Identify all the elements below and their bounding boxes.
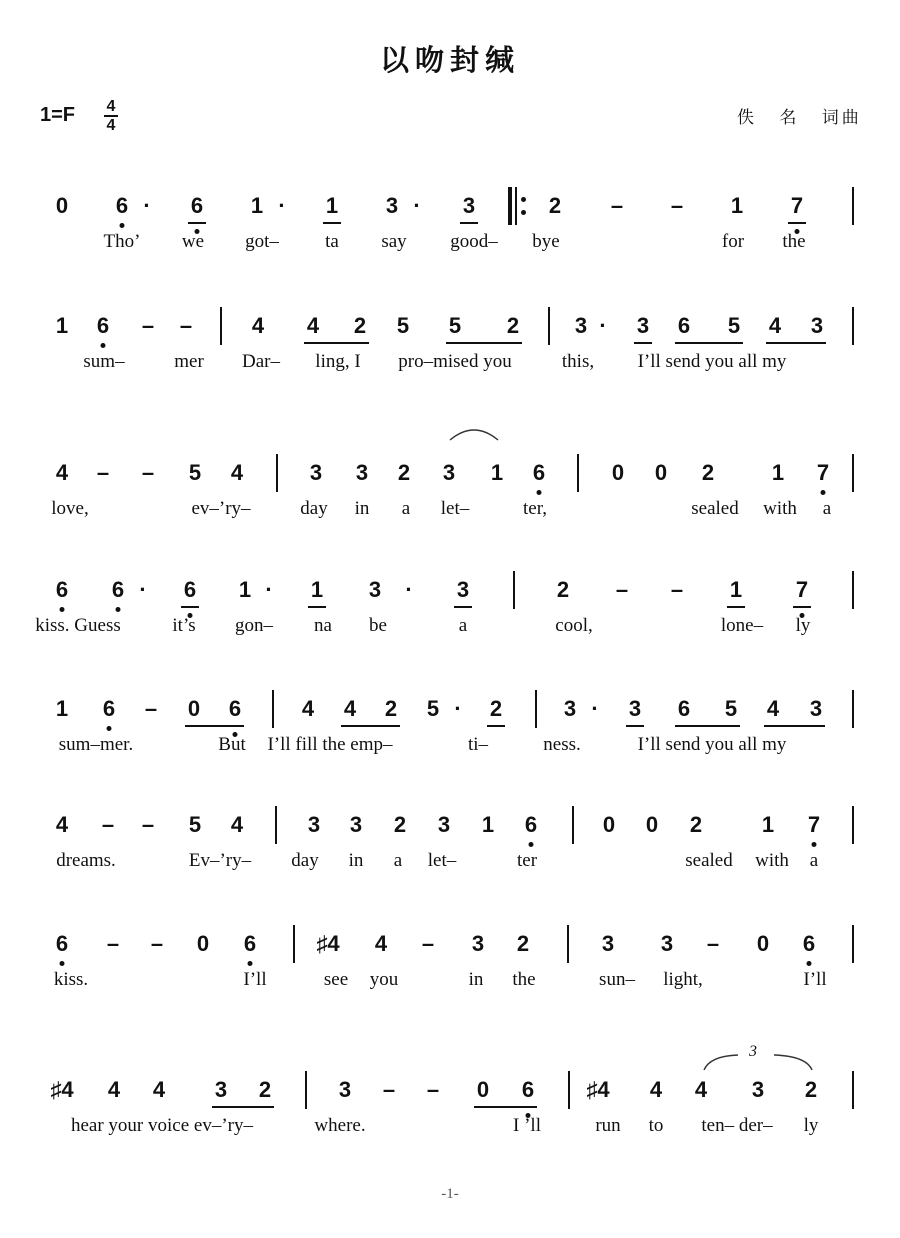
lyric: I’ll bbox=[803, 969, 827, 990]
barline bbox=[568, 1071, 570, 1109]
note: 2 bbox=[506, 313, 520, 338]
note: 7 bbox=[816, 460, 830, 485]
eighth-underline bbox=[304, 342, 369, 344]
lyric: ly bbox=[795, 615, 811, 636]
note: 2 bbox=[384, 696, 398, 721]
note: 3 bbox=[660, 931, 674, 956]
score-row bbox=[0, 460, 900, 560]
note: 2 bbox=[548, 193, 562, 218]
note: 4 bbox=[768, 313, 782, 338]
note: 3 bbox=[810, 313, 824, 338]
lyric: ly bbox=[803, 1115, 819, 1136]
note: 2 bbox=[489, 696, 503, 721]
hold-dash: – bbox=[615, 577, 629, 602]
lyric: for bbox=[721, 231, 745, 252]
lyric: see bbox=[323, 969, 349, 990]
score-row bbox=[0, 577, 900, 677]
hold-dash: – bbox=[141, 313, 155, 338]
note: 6 bbox=[96, 313, 110, 338]
hold-dash: – bbox=[106, 931, 120, 956]
note: 0 bbox=[55, 193, 69, 218]
note: 6 bbox=[115, 193, 129, 218]
note: 3 bbox=[338, 1077, 352, 1102]
dot-extension: · bbox=[265, 577, 273, 602]
lyric: But bbox=[218, 734, 246, 755]
note: 3 bbox=[809, 696, 823, 721]
lyric: pro–mised you bbox=[398, 351, 512, 372]
lyric: got– bbox=[245, 231, 279, 252]
note: 0 bbox=[602, 812, 616, 837]
note: 4 bbox=[230, 460, 244, 485]
octave-dot-below bbox=[120, 223, 125, 228]
note: 6 bbox=[228, 696, 242, 721]
eighth-underline bbox=[185, 725, 244, 727]
note: 4 bbox=[230, 812, 244, 837]
dot-extension: · bbox=[454, 696, 462, 721]
dot-extension: · bbox=[591, 696, 599, 721]
eighth-underline bbox=[675, 725, 740, 727]
barline bbox=[535, 690, 537, 728]
note: 7 bbox=[807, 812, 821, 837]
lyric: let– bbox=[427, 850, 457, 871]
octave-dot-below bbox=[60, 961, 65, 966]
eighth-underline bbox=[212, 1106, 274, 1108]
note: 1 bbox=[730, 193, 744, 218]
note: 1 bbox=[310, 577, 324, 602]
lyric: a bbox=[393, 850, 403, 871]
lyric: run bbox=[595, 1115, 621, 1136]
note: 0 bbox=[611, 460, 625, 485]
score-row bbox=[0, 313, 900, 413]
barline bbox=[852, 187, 854, 225]
barline bbox=[572, 806, 574, 844]
lyric: I’ll send you all my bbox=[637, 351, 787, 372]
barline bbox=[852, 307, 854, 345]
note: 6 bbox=[677, 313, 691, 338]
hold-dash: – bbox=[150, 931, 164, 956]
lyric: good– bbox=[450, 231, 498, 252]
note: 3 bbox=[601, 931, 615, 956]
eighth-underline bbox=[793, 606, 811, 608]
lyric: it’s bbox=[172, 615, 196, 636]
hold-dash: – bbox=[670, 577, 684, 602]
lyric: ev–’ry– bbox=[191, 498, 251, 519]
dot-extension: · bbox=[143, 193, 151, 218]
barline bbox=[220, 307, 222, 345]
barline bbox=[513, 571, 515, 609]
lyric: cool, bbox=[555, 615, 593, 636]
lyric: I’ll fill the emp– bbox=[267, 734, 393, 755]
note: 1 bbox=[250, 193, 264, 218]
hold-dash: – bbox=[382, 1077, 396, 1102]
eighth-underline bbox=[341, 725, 400, 727]
note: 0 bbox=[654, 460, 668, 485]
lyric: Ev–’ry– bbox=[188, 850, 252, 871]
hold-dash: – bbox=[141, 812, 155, 837]
hold-dash: – bbox=[426, 1077, 440, 1102]
note: 1 bbox=[55, 313, 69, 338]
note: 4 bbox=[766, 696, 780, 721]
triplet-bracket bbox=[702, 1046, 814, 1072]
note: 4 bbox=[694, 1077, 708, 1102]
hold-dash: – bbox=[610, 193, 624, 218]
score-row bbox=[0, 193, 900, 293]
lyric: ti– bbox=[467, 734, 489, 755]
note: 0 bbox=[645, 812, 659, 837]
lyric: the bbox=[782, 231, 806, 252]
lyric: a bbox=[809, 850, 819, 871]
eighth-underline bbox=[626, 725, 644, 727]
note: 0 bbox=[196, 931, 210, 956]
lyric: a bbox=[458, 615, 468, 636]
lyric: ter bbox=[516, 850, 538, 871]
lyric: this, bbox=[561, 351, 595, 372]
note: 3 bbox=[368, 577, 382, 602]
hold-dash: – bbox=[141, 460, 155, 485]
note: 4 bbox=[343, 696, 357, 721]
lyric: ness. bbox=[543, 734, 581, 755]
note: 4 bbox=[55, 812, 69, 837]
score-row bbox=[0, 696, 900, 796]
lyric: ling, I bbox=[315, 351, 361, 372]
note: 3 bbox=[307, 812, 321, 837]
note: 1 bbox=[761, 812, 775, 837]
note: 0 bbox=[476, 1077, 490, 1102]
octave-dot-below bbox=[248, 961, 253, 966]
note: 3 bbox=[574, 313, 588, 338]
lyric: a bbox=[822, 498, 832, 519]
note: 6 bbox=[677, 696, 691, 721]
hold-dash: – bbox=[706, 931, 720, 956]
lyric: kiss. bbox=[53, 969, 89, 990]
song-title: 以吻封缄 bbox=[379, 43, 520, 77]
note: 4 bbox=[649, 1077, 663, 1102]
lyric: sum–mer. bbox=[58, 734, 134, 755]
barline bbox=[275, 806, 277, 844]
note: 6 bbox=[532, 460, 546, 485]
tie-mark bbox=[448, 424, 500, 442]
note: 6 bbox=[55, 931, 69, 956]
lyric: Dar– bbox=[242, 351, 280, 372]
note: 2 bbox=[804, 1077, 818, 1102]
note: 7 bbox=[795, 577, 809, 602]
note: 4 bbox=[306, 313, 320, 338]
octave-dot-below bbox=[101, 343, 106, 348]
lyric: with bbox=[755, 850, 789, 871]
lyric: ta bbox=[325, 231, 339, 252]
note: 2 bbox=[353, 313, 367, 338]
lyric: sealed bbox=[691, 498, 739, 519]
barline bbox=[852, 571, 854, 609]
eighth-underline bbox=[764, 725, 825, 727]
note: 5 bbox=[188, 812, 202, 837]
time-signature-top: 4 bbox=[106, 98, 116, 115]
note: 4 bbox=[301, 696, 315, 721]
barline bbox=[852, 690, 854, 728]
note: 4 bbox=[374, 931, 388, 956]
note: ♯4 bbox=[316, 931, 340, 956]
lyric: hear your voice ev–’ry– bbox=[70, 1115, 254, 1136]
note: 1 bbox=[490, 460, 504, 485]
lyric: light, bbox=[663, 969, 703, 990]
eighth-underline bbox=[181, 606, 199, 608]
note: 3 bbox=[751, 1077, 765, 1102]
octave-dot-below bbox=[807, 961, 812, 966]
note: 6 bbox=[521, 1077, 535, 1102]
note: 2 bbox=[258, 1077, 272, 1102]
lyric: let– bbox=[440, 498, 470, 519]
triplet-number: 3 bbox=[749, 1043, 757, 1060]
lyric: ten– der– bbox=[701, 1115, 773, 1136]
lyric: day bbox=[300, 498, 328, 519]
note: 6 bbox=[111, 577, 125, 602]
lyric: be bbox=[369, 615, 387, 636]
lyric: I’ll bbox=[243, 969, 267, 990]
lyric: I ’ll bbox=[513, 1115, 541, 1136]
eighth-underline bbox=[487, 725, 505, 727]
note: 6 bbox=[802, 931, 816, 956]
note: 1 bbox=[238, 577, 252, 602]
hold-dash: – bbox=[179, 313, 193, 338]
eighth-underline bbox=[788, 222, 806, 224]
eighth-underline bbox=[727, 606, 745, 608]
note: 6 bbox=[524, 812, 538, 837]
octave-dot-below bbox=[537, 490, 542, 495]
lyric: in bbox=[348, 850, 364, 871]
eighth-underline bbox=[766, 342, 826, 344]
hold-dash: – bbox=[421, 931, 435, 956]
lyric: love, bbox=[51, 498, 89, 519]
note: 6 bbox=[183, 577, 197, 602]
octave-dot-below bbox=[821, 490, 826, 495]
barline bbox=[852, 454, 854, 492]
note: 3 bbox=[385, 193, 399, 218]
note: 6 bbox=[55, 577, 69, 602]
note: ♯4 bbox=[586, 1077, 610, 1102]
dot-extension: · bbox=[405, 577, 413, 602]
dot-extension: · bbox=[139, 577, 147, 602]
lyric: sun– bbox=[599, 969, 635, 990]
note: 0 bbox=[756, 931, 770, 956]
note: 3 bbox=[309, 460, 323, 485]
eighth-underline bbox=[460, 222, 478, 224]
eighth-underline bbox=[474, 1106, 537, 1108]
score-row bbox=[0, 1077, 900, 1177]
lyric: where. bbox=[314, 1115, 366, 1136]
lyric: with bbox=[763, 498, 797, 519]
lyric: ter, bbox=[522, 498, 548, 519]
lyric: gon– bbox=[235, 615, 273, 636]
lyric: to bbox=[648, 1115, 664, 1136]
dot-extension: · bbox=[413, 193, 421, 218]
note: 1 bbox=[325, 193, 339, 218]
lyric: lone– bbox=[720, 615, 764, 636]
barline bbox=[577, 454, 579, 492]
note: 3 bbox=[636, 313, 650, 338]
eighth-underline bbox=[308, 606, 326, 608]
eighth-underline bbox=[634, 342, 652, 344]
barline bbox=[567, 925, 569, 963]
note: 5 bbox=[426, 696, 440, 721]
note: 3 bbox=[355, 460, 369, 485]
note: 4 bbox=[107, 1077, 121, 1102]
lyric: say bbox=[381, 231, 407, 252]
lyric: mer bbox=[174, 351, 204, 372]
note: 0 bbox=[187, 696, 201, 721]
lyric: sealed bbox=[685, 850, 733, 871]
lyric: we bbox=[181, 231, 205, 252]
barline bbox=[852, 925, 854, 963]
lyric: na bbox=[314, 615, 332, 636]
eighth-underline bbox=[446, 342, 522, 344]
eighth-underline bbox=[323, 222, 341, 224]
note: 4 bbox=[55, 460, 69, 485]
eighth-underline bbox=[675, 342, 743, 344]
note: 4 bbox=[251, 313, 265, 338]
lyric: sum– bbox=[83, 351, 125, 372]
octave-dot-below bbox=[529, 842, 534, 847]
note: 5 bbox=[724, 696, 738, 721]
note: 1 bbox=[55, 696, 69, 721]
lyric: the bbox=[512, 969, 536, 990]
note: 2 bbox=[701, 460, 715, 485]
note: 3 bbox=[349, 812, 363, 837]
hold-dash: – bbox=[96, 460, 110, 485]
note: 3 bbox=[563, 696, 577, 721]
eighth-underline bbox=[454, 606, 472, 608]
note: 6 bbox=[102, 696, 116, 721]
octave-dot-below bbox=[107, 726, 112, 731]
key-signature: 1=F bbox=[40, 104, 76, 126]
page-number: -1- bbox=[441, 1186, 459, 1202]
note: 5 bbox=[188, 460, 202, 485]
note: 2 bbox=[689, 812, 703, 837]
note: 3 bbox=[462, 193, 476, 218]
note: 4 bbox=[152, 1077, 166, 1102]
note: 5 bbox=[727, 313, 741, 338]
lyric: I’ll send you all my bbox=[637, 734, 787, 755]
note: 5 bbox=[448, 313, 462, 338]
hold-dash: – bbox=[144, 696, 158, 721]
barline bbox=[272, 690, 274, 728]
octave-dot-below bbox=[812, 842, 817, 847]
note: 1 bbox=[729, 577, 743, 602]
score-row bbox=[0, 931, 900, 1031]
note: 3 bbox=[437, 812, 451, 837]
lyric: dreams. bbox=[56, 850, 116, 871]
eighth-underline bbox=[188, 222, 206, 224]
note: 6 bbox=[190, 193, 204, 218]
note: ♯4 bbox=[50, 1077, 74, 1102]
time-signature-bottom: 4 bbox=[106, 117, 116, 134]
barline bbox=[293, 925, 295, 963]
hold-dash: – bbox=[670, 193, 684, 218]
note: 2 bbox=[397, 460, 411, 485]
note: 3 bbox=[471, 931, 485, 956]
lyric: a bbox=[401, 498, 411, 519]
note: 3 bbox=[214, 1077, 228, 1102]
lyric: kiss. Guess bbox=[35, 615, 121, 636]
note: 2 bbox=[556, 577, 570, 602]
note: 2 bbox=[393, 812, 407, 837]
score-row bbox=[0, 812, 900, 912]
lyric: you bbox=[369, 969, 399, 990]
note: 1 bbox=[481, 812, 495, 837]
credit-line: 佚 名 词曲 bbox=[737, 108, 862, 128]
lyric: in bbox=[354, 498, 370, 519]
note: 3 bbox=[456, 577, 470, 602]
barline bbox=[276, 454, 278, 492]
note: 6 bbox=[243, 931, 257, 956]
note: 7 bbox=[790, 193, 804, 218]
note: 3 bbox=[442, 460, 456, 485]
octave-dot-below bbox=[116, 607, 121, 612]
barline bbox=[548, 307, 550, 345]
dot-extension: · bbox=[599, 313, 607, 338]
hold-dash: – bbox=[101, 812, 115, 837]
lyric: in bbox=[468, 969, 484, 990]
octave-dot-below bbox=[60, 607, 65, 612]
note: 3 bbox=[628, 696, 642, 721]
barline bbox=[852, 1071, 854, 1109]
time-signature bbox=[104, 98, 118, 134]
barline bbox=[305, 1071, 307, 1109]
note: 2 bbox=[516, 931, 530, 956]
lyric: day bbox=[291, 850, 319, 871]
lyric: bye bbox=[532, 231, 560, 252]
barline bbox=[852, 806, 854, 844]
note: 5 bbox=[396, 313, 410, 338]
lyric: Tho’ bbox=[103, 231, 141, 252]
note: 1 bbox=[771, 460, 785, 485]
dot-extension: · bbox=[278, 193, 286, 218]
